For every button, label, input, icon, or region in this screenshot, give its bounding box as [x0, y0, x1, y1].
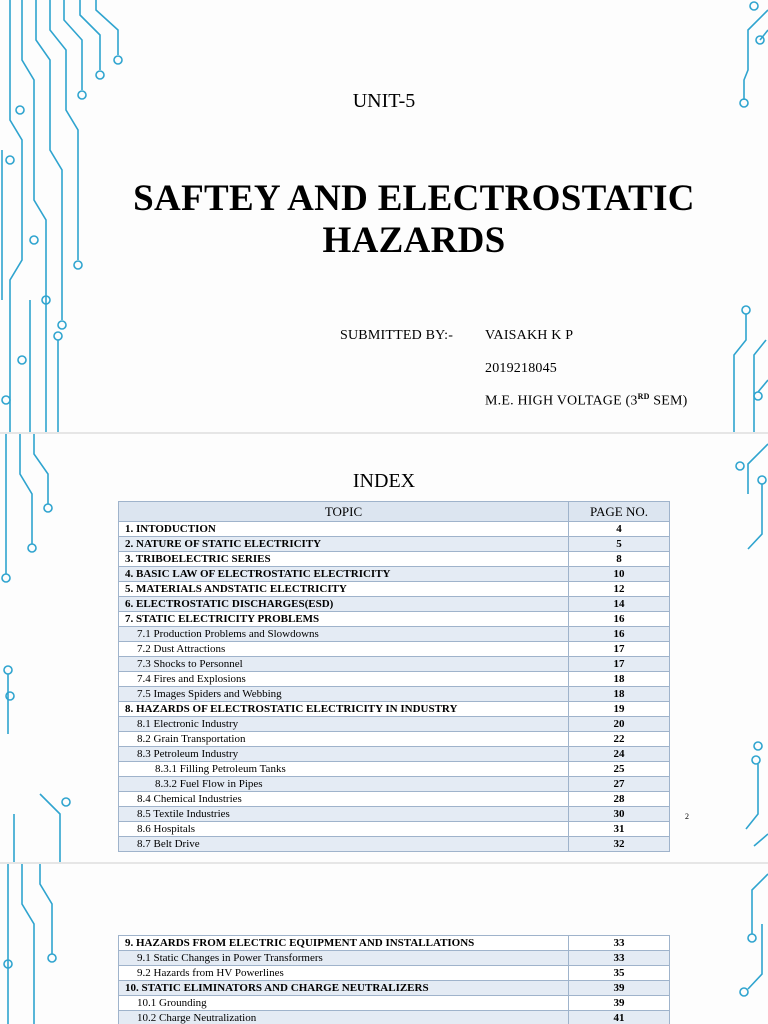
page-number-cell: 18: [569, 687, 670, 702]
topic-cell: 8. HAZARDS OF ELECTROSTATIC ELECTRICITY IN INDUSTRY: [119, 702, 569, 717]
page-number-cell: 24: [569, 747, 670, 762]
table-row: [119, 627, 670, 642]
topic-cell: 9.2 Hazards from HV Powerlines: [119, 966, 569, 981]
topic-cell: 2. NATURE OF STATIC ELECTRICITY: [119, 537, 569, 552]
page-number-cell: 33: [569, 936, 670, 951]
topic-cell: 8.7 Belt Drive: [119, 837, 569, 852]
registration-number: 2019218045: [485, 361, 557, 376]
topic-cell: 1. INTODUCTION: [119, 522, 569, 537]
table-row: [119, 936, 670, 951]
topic-cell: 5. MATERIALS ANDSTATIC ELECTRICITY: [119, 582, 569, 597]
course-info: [485, 392, 688, 410]
table-row: [119, 747, 670, 762]
topic-cell: 10.1 Grounding: [119, 996, 569, 1011]
topic-cell: 7.4 Fires and Explosions: [119, 672, 569, 687]
table-row: [119, 837, 670, 852]
topic-cell: 7.1 Production Problems and Slowdowns: [119, 627, 569, 642]
page-number-cell: 25: [569, 762, 670, 777]
table-row: [119, 537, 670, 552]
page-number-cell: 12: [569, 582, 670, 597]
table-row: [119, 702, 670, 717]
topic-cell: 8.6 Hospitals: [119, 822, 569, 837]
table-row: [119, 792, 670, 807]
index-table-continued-body: [119, 936, 670, 1024]
topic-cell: 8.2 Grain Transportation: [119, 732, 569, 747]
topic-cell: 4. BASIC LAW OF ELECTROSTATIC ELECTRICITY: [119, 567, 569, 582]
course-superscript: RD: [637, 392, 650, 401]
page-number-cell: 35: [569, 966, 670, 981]
page-number-cell: 22: [569, 732, 670, 747]
table-row: [119, 762, 670, 777]
index-table-continued: [118, 935, 670, 1024]
page-number-cell: 20: [569, 717, 670, 732]
index-table: [118, 501, 670, 852]
table-row: [119, 966, 670, 981]
table-row: [119, 996, 670, 1011]
circuit-decoration-right: [718, 434, 768, 862]
course-text: M.E. HIGH VOLTAGE (3: [485, 393, 638, 409]
index-heading: INDEX: [352, 470, 416, 492]
page-number-cell: 31: [569, 822, 670, 837]
table-row: [119, 612, 670, 627]
page-column-header: PAGE NO.: [569, 502, 670, 522]
page-number-cell: 16: [569, 612, 670, 627]
author-name: VAISAKH K P: [485, 328, 574, 343]
topic-cell: 3. TRIBOELECTRIC SERIES: [119, 552, 569, 567]
topic-cell: 10. STATIC ELIMINATORS AND CHARGE NEUTRALIZERS: [119, 981, 569, 996]
table-row: [119, 672, 670, 687]
circuit-decoration-right: [718, 864, 768, 1024]
topic-cell: 7. STATIC ELECTRICITY PROBLEMS: [119, 612, 569, 627]
topic-cell: 8.3.1 Filling Petroleum Tanks: [119, 762, 569, 777]
table-row: [119, 717, 670, 732]
index-table-body: [119, 522, 670, 852]
topic-cell: 9. HAZARDS FROM ELECTRIC EQUIPMENT AND INSTALLATIONS: [119, 936, 569, 951]
topic-cell: 8.3 Petroleum Industry: [119, 747, 569, 762]
table-row: [119, 807, 670, 822]
table-row: [119, 582, 670, 597]
page-number-cell: 17: [569, 657, 670, 672]
slide-page-number: 2: [685, 812, 689, 821]
table-row: [119, 732, 670, 747]
page-number-cell: 41: [569, 1011, 670, 1024]
table-row: [119, 687, 670, 702]
table-row: [119, 522, 670, 537]
topic-cell: 8.1 Electronic Industry: [119, 717, 569, 732]
course-text-end: SEM): [649, 393, 688, 409]
index-continued-slide: [0, 864, 768, 1024]
table-row: [119, 951, 670, 966]
topic-cell: 9.1 Static Changes in Power Transformers: [119, 951, 569, 966]
page-number-cell: 18: [569, 672, 670, 687]
topic-column-header: TOPIC: [119, 502, 569, 522]
page-number-cell: 33: [569, 951, 670, 966]
table-row: [119, 657, 670, 672]
page-number-cell: 28: [569, 792, 670, 807]
table-row: [119, 642, 670, 657]
page-number-cell: 17: [569, 642, 670, 657]
topic-cell: 7.3 Shocks to Personnel: [119, 657, 569, 672]
table-row: [119, 552, 670, 567]
page-number-cell: 16: [569, 627, 670, 642]
index-slide: [0, 434, 768, 862]
page-number-cell: 19: [569, 702, 670, 717]
topic-cell: 7.2 Dust Attractions: [119, 642, 569, 657]
table-row: [119, 777, 670, 792]
page-number-cell: 5: [569, 537, 670, 552]
topic-cell: 8.5 Textile Industries: [119, 807, 569, 822]
circuit-decoration-left: [0, 864, 80, 1024]
page-number-cell: 39: [569, 981, 670, 996]
presentation-title: SAFTEY AND ELECTROSTATIC HAZARDS: [133, 178, 695, 261]
page-number-cell: 27: [569, 777, 670, 792]
table-row: [119, 597, 670, 612]
page-number-cell: 8: [569, 552, 670, 567]
topic-cell: 6. ELECTROSTATIC DISCHARGES(ESD): [119, 597, 569, 612]
page-number-cell: 4: [569, 522, 670, 537]
topic-cell: 8.3.2 Fuel Flow in Pipes: [119, 777, 569, 792]
topic-cell: 10.2 Charge Neutralization: [119, 1011, 569, 1024]
unit-label: UNIT-5: [352, 90, 416, 112]
page-number-cell: 10: [569, 567, 670, 582]
page-number-cell: 32: [569, 837, 670, 852]
table-row: [119, 981, 670, 996]
page-number-cell: 14: [569, 597, 670, 612]
table-header-row: [119, 502, 670, 522]
topic-cell: 7.5 Images Spiders and Webbing: [119, 687, 569, 702]
table-row: [119, 822, 670, 837]
table-row: [119, 567, 670, 582]
table-row: [119, 1011, 670, 1024]
circuit-decoration-bottom-right: [708, 300, 768, 432]
title-slide: [0, 0, 768, 432]
circuit-decoration-left: [0, 434, 80, 862]
page-number-cell: 39: [569, 996, 670, 1011]
submitted-by-label: SUBMITTED BY:-: [340, 328, 454, 343]
page-number-cell: 30: [569, 807, 670, 822]
topic-cell: 8.4 Chemical Industries: [119, 792, 569, 807]
